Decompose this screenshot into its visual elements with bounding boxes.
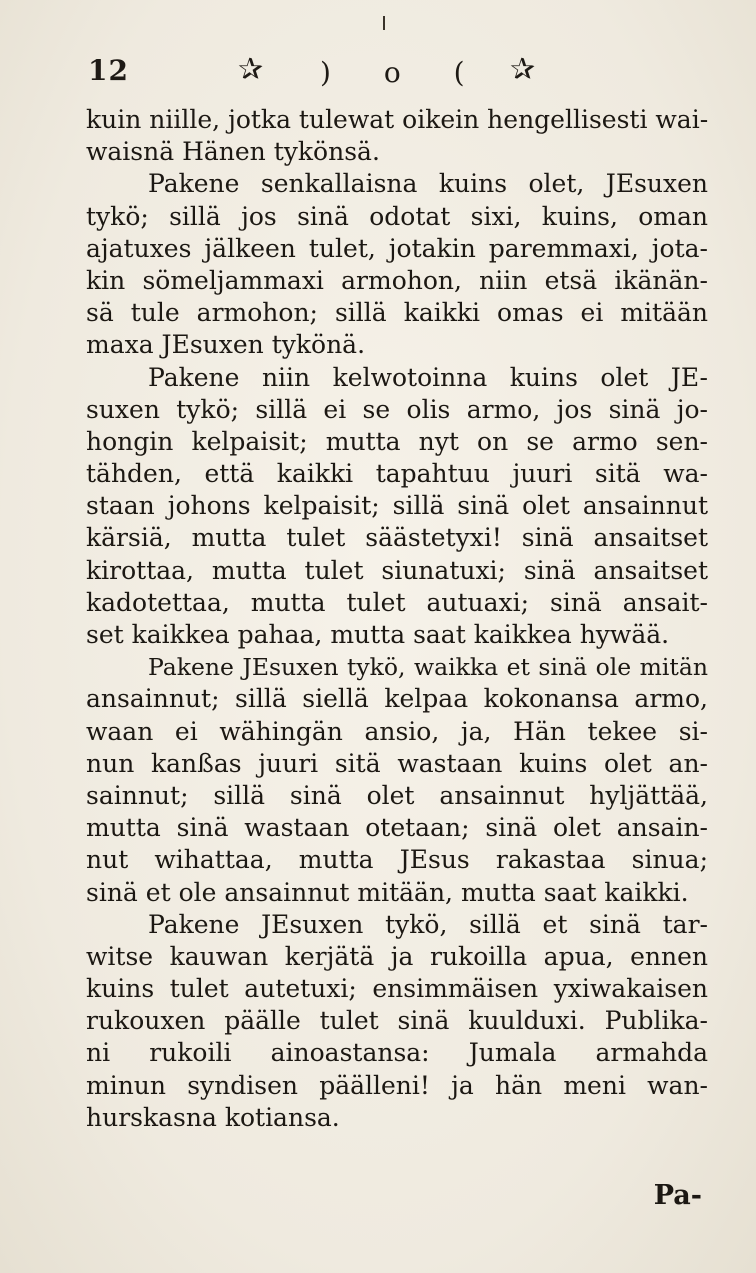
text-line: minun syndisen päälleni! ja hän meni wan- [86, 1070, 708, 1100]
text-line: ansainnut; sillä siellä kelpaa kokonansa armo, [86, 684, 708, 714]
text-line: kuins tulet autetuxi; ensimmäisen yxiwakaisen [86, 974, 708, 1004]
text-line: kin sömeljammaxi armohon, niin etsä ikänän- [86, 265, 708, 295]
text-line: nut wihattaa, mutta JEsus rakastaa sinua; [86, 845, 708, 875]
text-line: Pakene JEsuxen tykö, waikka et sinä ole mitän [148, 653, 708, 682]
text-line: mutta sinä wastaan otetaan; sinä olet ansain- [86, 813, 708, 843]
text-line: tähden, että kaikki tapahtuu juuri sitä wa- [86, 459, 708, 489]
text-line: sä tule armohon; sillä kaikki omas ei mitään [86, 298, 708, 328]
text-line: kuin niille, jotka tulewat oikein hengellisesti wai- [86, 105, 709, 134]
text-line: hongin kelpaisit; mutta nyt on se armo sen- [86, 426, 708, 456]
running-header [80, 52, 680, 96]
catchword: Pa- [653, 1180, 702, 1211]
print-mark [383, 16, 385, 30]
text-line: Pakene niin kelwotoinna kuins olet JE- [148, 362, 708, 392]
text-line: sainnut; sillä sinä olet ansainnut hyljättää, [86, 780, 708, 810]
text-line: ajatuxes jälkeen tulet, jotakin paremmaxi, jota- [86, 233, 708, 263]
text-line: hurskasna kotiansa. [86, 1102, 340, 1132]
text-line: witse kauwan kerjätä ja rukoilla apua, ennen [86, 941, 708, 971]
text-line: kärsiä, mutta tulet säästetyxi! sinä ansaitset [86, 523, 708, 553]
text-line: staan johons kelpaisit; sillä sinä olet ansainnut [86, 491, 708, 521]
text-line: Pakene senkallaisna kuins olet, JEsuxen [148, 169, 708, 199]
text-line: tykö; sillä jos sinä odotat sixi, kuins, oman [86, 201, 708, 231]
star-ornament-icon: ✰ [510, 52, 536, 87]
body-text [86, 104, 708, 1134]
header-center-mark: ) o ( [320, 56, 487, 89]
text-line: rukouxen päälle tulet sinä kuulduxi. Publika- [86, 1006, 708, 1036]
text-line: suxen tykö; sillä ei se olis armo, jos sinä jo- [86, 394, 708, 424]
text-line: kadotettaa, mutta tulet autuaxi; sinä ansait- [86, 587, 708, 617]
text-line: Pakene JEsuxen tykö, sillä et sinä tar- [148, 909, 708, 939]
text-line: sinä et ole ansainnut mitään, mutta saat kaikki. [86, 877, 689, 907]
page-number: 12 [88, 54, 129, 87]
text-line: set kaikkea pahaa, mutta saat kaikkea hywää. [86, 620, 670, 649]
text-line: waan ei wähingän ansio, ja, Hän tekee si- [86, 716, 708, 746]
text-line: ni rukoili ainoastansa: Jumala armahda [86, 1038, 708, 1068]
text-line: kirottaa, mutta tulet siunatuxi; sinä ansaitset [86, 555, 708, 585]
text-line: nun kanßas juuri sitä wastaan kuins olet an- [86, 748, 708, 778]
star-ornament-icon: ✰ [238, 52, 264, 87]
text-line: maxa JEsuxen tykönä. [86, 330, 366, 360]
text-line: waisnä Hänen tykönsä. [86, 137, 380, 167]
